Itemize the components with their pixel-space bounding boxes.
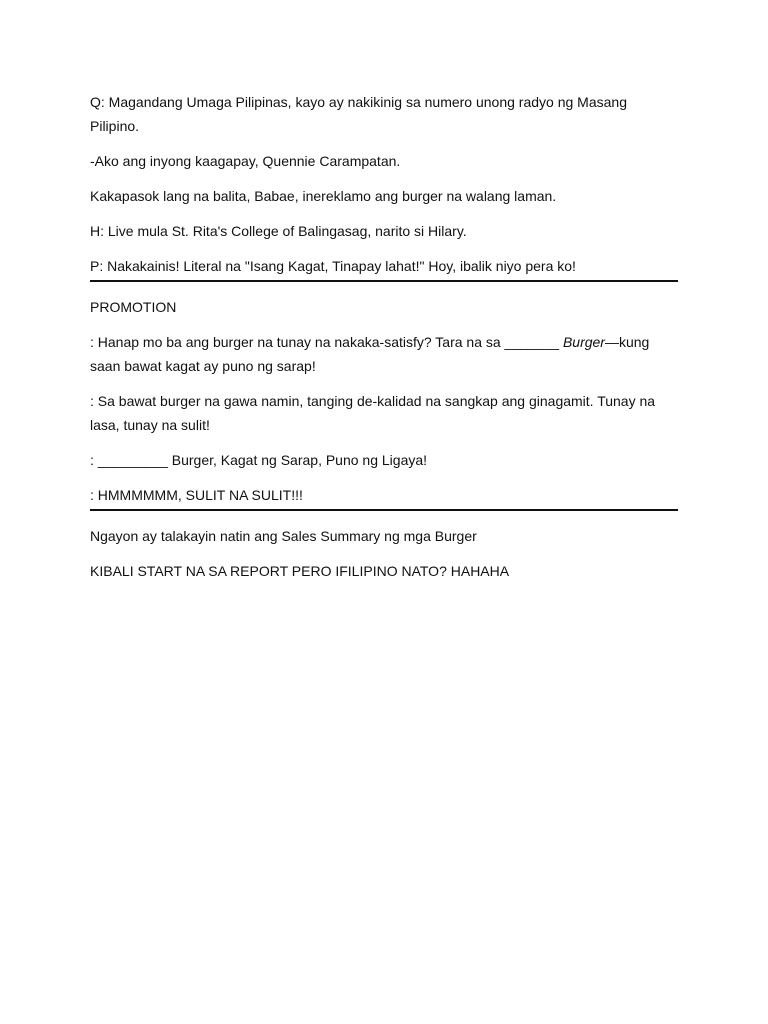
promotion-line-4: : HMMMMMM, SULIT NA SULIT!!! bbox=[90, 487, 303, 503]
closing-line-2: KIBALI START NA SA REPORT PERO IFILIPINO NATO? HAHAHA bbox=[90, 563, 510, 579]
radio-intro-line-p: P: Nakakainis! Literal na "Isang Kagat, Tinapay lahat!" Hoy, ibalik niyo pera ko! bbox=[90, 258, 576, 274]
radio-intro-line-h: H: Live mula St. Rita's College of Balingasag, narito si Hilary. bbox=[90, 223, 467, 239]
section-divider-1 bbox=[90, 280, 678, 282]
radio-intro-line-ako: -Ako ang inyong kaagapay, Quennie Carampatan. bbox=[90, 153, 401, 169]
section-divider-2 bbox=[90, 509, 678, 511]
radio-intro-line-news: Kakapasok lang na balita, Babae, inereklamo ang burger na walang laman. bbox=[90, 188, 557, 204]
promotion-line-1-part-1: : Hanap mo ba ang burger na tunay na nakaka-satisfy? Tara na sa _______ bbox=[90, 334, 563, 350]
promotion-line-1-part-2: —kung saan bawat kagat ay puno ng sarap! bbox=[90, 334, 650, 374]
promotion-heading: PROMOTION bbox=[90, 299, 177, 315]
document-body bbox=[90, 90, 678, 594]
closing-line-1: Ngayon ay talakayin natin ang Sales Summary ng mga Burger bbox=[90, 528, 477, 544]
promotion-line-1-italic: Burger bbox=[562, 334, 605, 350]
promotion-line-1 bbox=[90, 330, 678, 378]
promotion-line-2: : Sa bawat burger na gawa namin, tanging de-kalidad na sangkap ang ginagamit. Tunay na lasa, tunay na sulit! bbox=[90, 393, 656, 433]
radio-intro-line-q: Q: Magandang Umaga Pilipinas, kayo ay nakikinig sa numero unong radyo ng Masang Pilipino. bbox=[90, 94, 627, 134]
promotion-line-3: : _________ Burger, Kagat ng Sarap, Puno ng Ligaya! bbox=[90, 452, 428, 468]
